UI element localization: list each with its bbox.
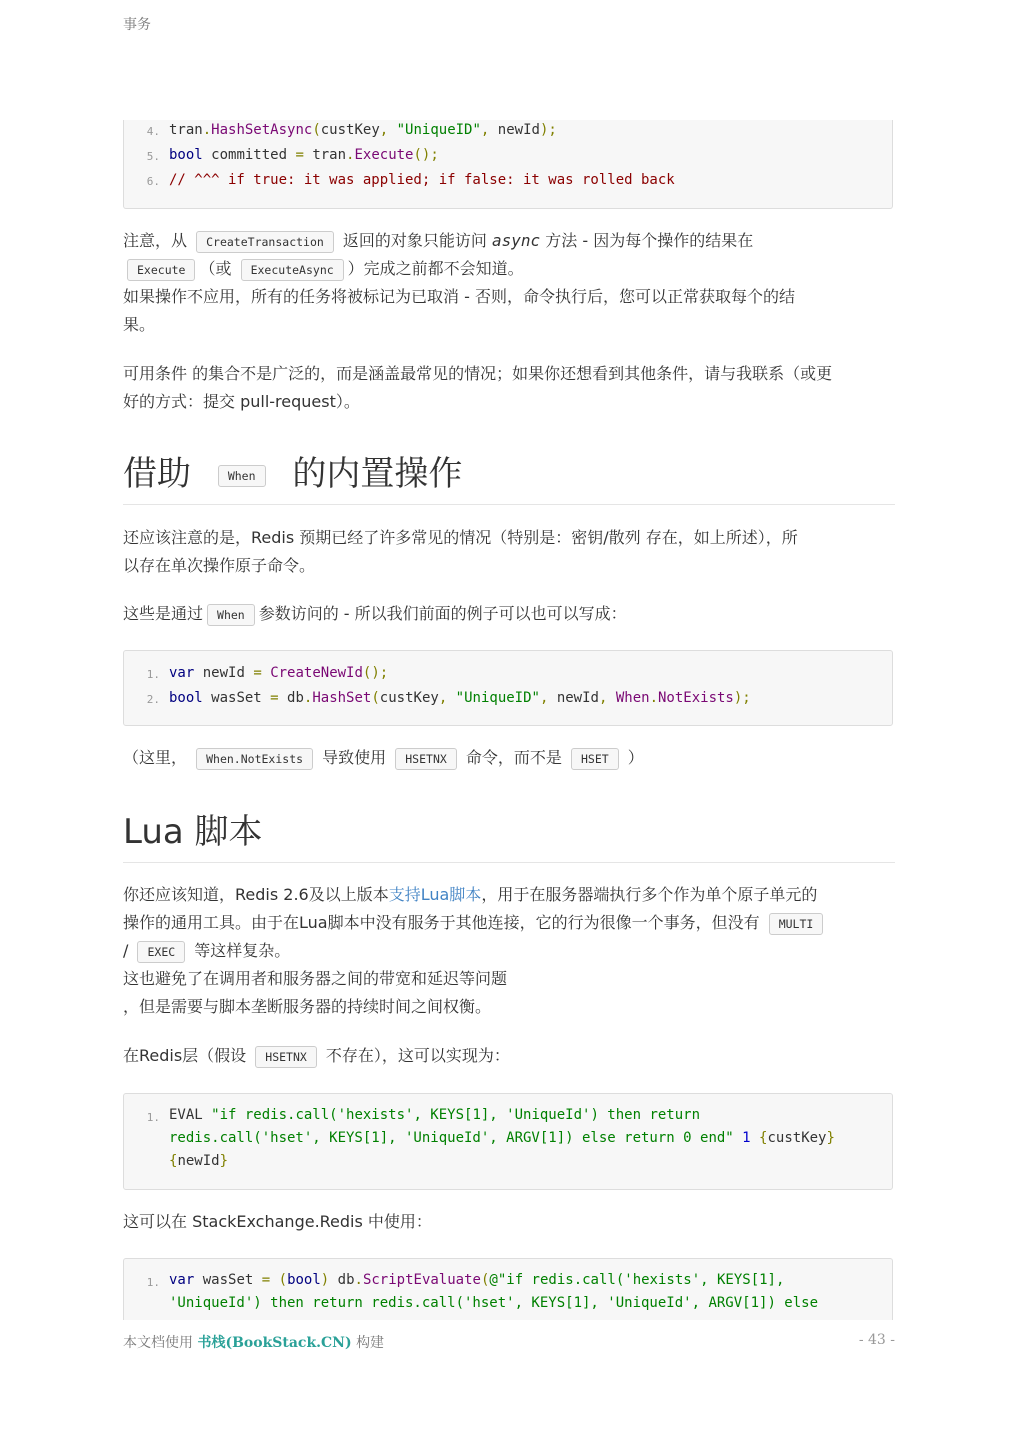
section-heading-when	[123, 446, 895, 505]
text: ）完成之前都不会知道。	[347, 259, 524, 278]
section-heading-lua	[123, 804, 895, 863]
paragraph-notexists	[123, 744, 895, 772]
text: （这里，	[123, 748, 188, 767]
text: 导致使用	[322, 748, 387, 767]
code-line: var wasSet = (bool) db.ScriptEvaluate(@"if redis.call('hexists', KEYS[1],	[169, 1272, 785, 1288]
code-line: bool wasSet = db.HashSet(custKey, "UniqueID", newId, When.NotExists);	[169, 690, 751, 706]
text: 这些是通过	[123, 604, 204, 623]
line-number: 4.	[146, 125, 160, 138]
heading-text: 的内置操作	[292, 454, 463, 494]
text: 这也避免了在调用者和服务器之间的带宽和延迟等问题	[123, 969, 508, 988]
inline-code-hsetnx: HSETNX	[395, 748, 457, 770]
text: ）	[627, 748, 644, 767]
text: 不存在），这可以实现为：	[325, 1046, 510, 1065]
inline-code-when-notexists: When.NotExists	[196, 748, 313, 770]
line-number: 1.	[146, 1276, 160, 1289]
text: 返回的对象只能访问	[342, 231, 487, 250]
footer-credit	[123, 1332, 384, 1352]
paragraph-transaction-note	[123, 227, 895, 339]
text: 如果操作不应用，所有的任务将被标记为已取消 - 否则，命令执行后，您可以正常获取每个的结	[123, 287, 795, 306]
italic-async: async	[492, 231, 541, 250]
code-line: redis.call('hset', KEYS[1], 'UniqueId', ARGV[1]) else return 0 end" 1 {custKey}	[169, 1130, 835, 1146]
paragraph-redis-layer	[123, 1042, 895, 1070]
heading-text: Lua 脚本	[123, 812, 263, 852]
code-line: tran.HashSetAsync(custKey, "UniqueID", newId);	[169, 122, 557, 138]
page-number: - 43 -	[858, 1332, 895, 1348]
text: 等这样复杂。	[194, 941, 291, 960]
text: 你还应该知道，Redis 2.6及以上版本	[123, 885, 389, 904]
text: 果。	[123, 315, 156, 334]
inline-code-hset: HSET	[571, 748, 619, 770]
inline-code-when: When	[218, 465, 266, 487]
text: /	[123, 941, 129, 960]
code-block-eval	[123, 1093, 893, 1190]
text: 参数访问的 - 所以我们前面的例子可以也可以写成：	[258, 604, 627, 623]
text: 可用条件 的集合不是广泛的，而是涵盖最常见的情况；如果你还想看到其他条件，请与我联系（或更	[123, 364, 833, 383]
inline-code-multi: MULTI	[769, 913, 824, 935]
text: 操作的通用工具。由于在Lua脚本中没有服务于其他连接，它的行为很像一个事务，但没有	[123, 913, 760, 932]
paragraph-redis-anticipates	[123, 524, 895, 580]
text: 以存在单次操作原子命令。	[123, 556, 316, 575]
code-block-hashset	[123, 650, 893, 726]
line-number: 1.	[146, 668, 160, 681]
line-number: 6.	[146, 175, 160, 188]
text: （或	[199, 259, 232, 278]
code-line: {newId}	[169, 1153, 229, 1169]
inline-code-hsetnx: HSETNX	[255, 1046, 317, 1068]
inline-code-exec: EXEC	[137, 941, 185, 963]
inline-code-createtransaction: CreateTransaction	[196, 231, 334, 253]
inline-code-execute: Execute	[127, 259, 195, 281]
heading-text: 借助	[123, 454, 191, 494]
bookstack-link[interactable]: 书栈(BookStack.CN)	[197, 1335, 352, 1351]
page-header-title: 事务	[123, 17, 151, 33]
footer-text: 构建	[356, 1335, 385, 1351]
paragraph-lua-scripting	[123, 881, 895, 1021]
lua-scripting-link[interactable]: 支持Lua脚本	[388, 885, 482, 904]
inline-code-executeasync: ExecuteAsync	[241, 259, 344, 281]
text: ，用于在服务器端执行多个作为单个原子单元的	[481, 885, 818, 904]
code-block-scriptevaluate	[123, 1258, 893, 1320]
paragraph-when-param	[123, 600, 895, 628]
text: ，但是需要与脚本垄断服务器的持续时间之间权衡。	[123, 997, 492, 1016]
line-number: 1.	[146, 1111, 160, 1124]
text: 命令，而不是	[465, 748, 562, 767]
line-number: 2.	[146, 693, 160, 706]
text: 这可以在 StackExchange.Redis 中使用：	[123, 1212, 432, 1231]
text: 还应该注意的是，Redis 预期已经了许多常见的情况（特别是：密钥/散列 存在，如上所述），所	[123, 528, 798, 547]
text: 在Redis层（假设	[123, 1046, 247, 1065]
paragraph-stackexchange	[123, 1208, 895, 1236]
text: 注意，从	[123, 231, 188, 250]
inline-code-when: When	[207, 604, 255, 626]
code-comment: // ^^^ if true: it was applied; if false: it was rolled back	[169, 172, 675, 188]
code-line: 'UniqueId') then return redis.call('hset', KEYS[1], 'UniqueId', ARGV[1]) else	[169, 1295, 819, 1311]
code-line: bool committed = tran.Execute();	[169, 147, 439, 163]
footer-text: 本文档使用	[123, 1335, 193, 1351]
line-number: 5.	[146, 150, 160, 163]
code-line: EVAL "if redis.call('hexists', KEYS[1], 'UniqueId') then return	[169, 1107, 701, 1123]
paragraph-conditions	[123, 360, 895, 416]
code-line: var newId = CreateNewId();	[169, 665, 389, 681]
text: 好的方式：提交 pull-request）。	[123, 392, 360, 411]
code-block-transaction	[123, 120, 893, 209]
text: 方法 - 因为每个操作的结果在	[545, 231, 754, 250]
